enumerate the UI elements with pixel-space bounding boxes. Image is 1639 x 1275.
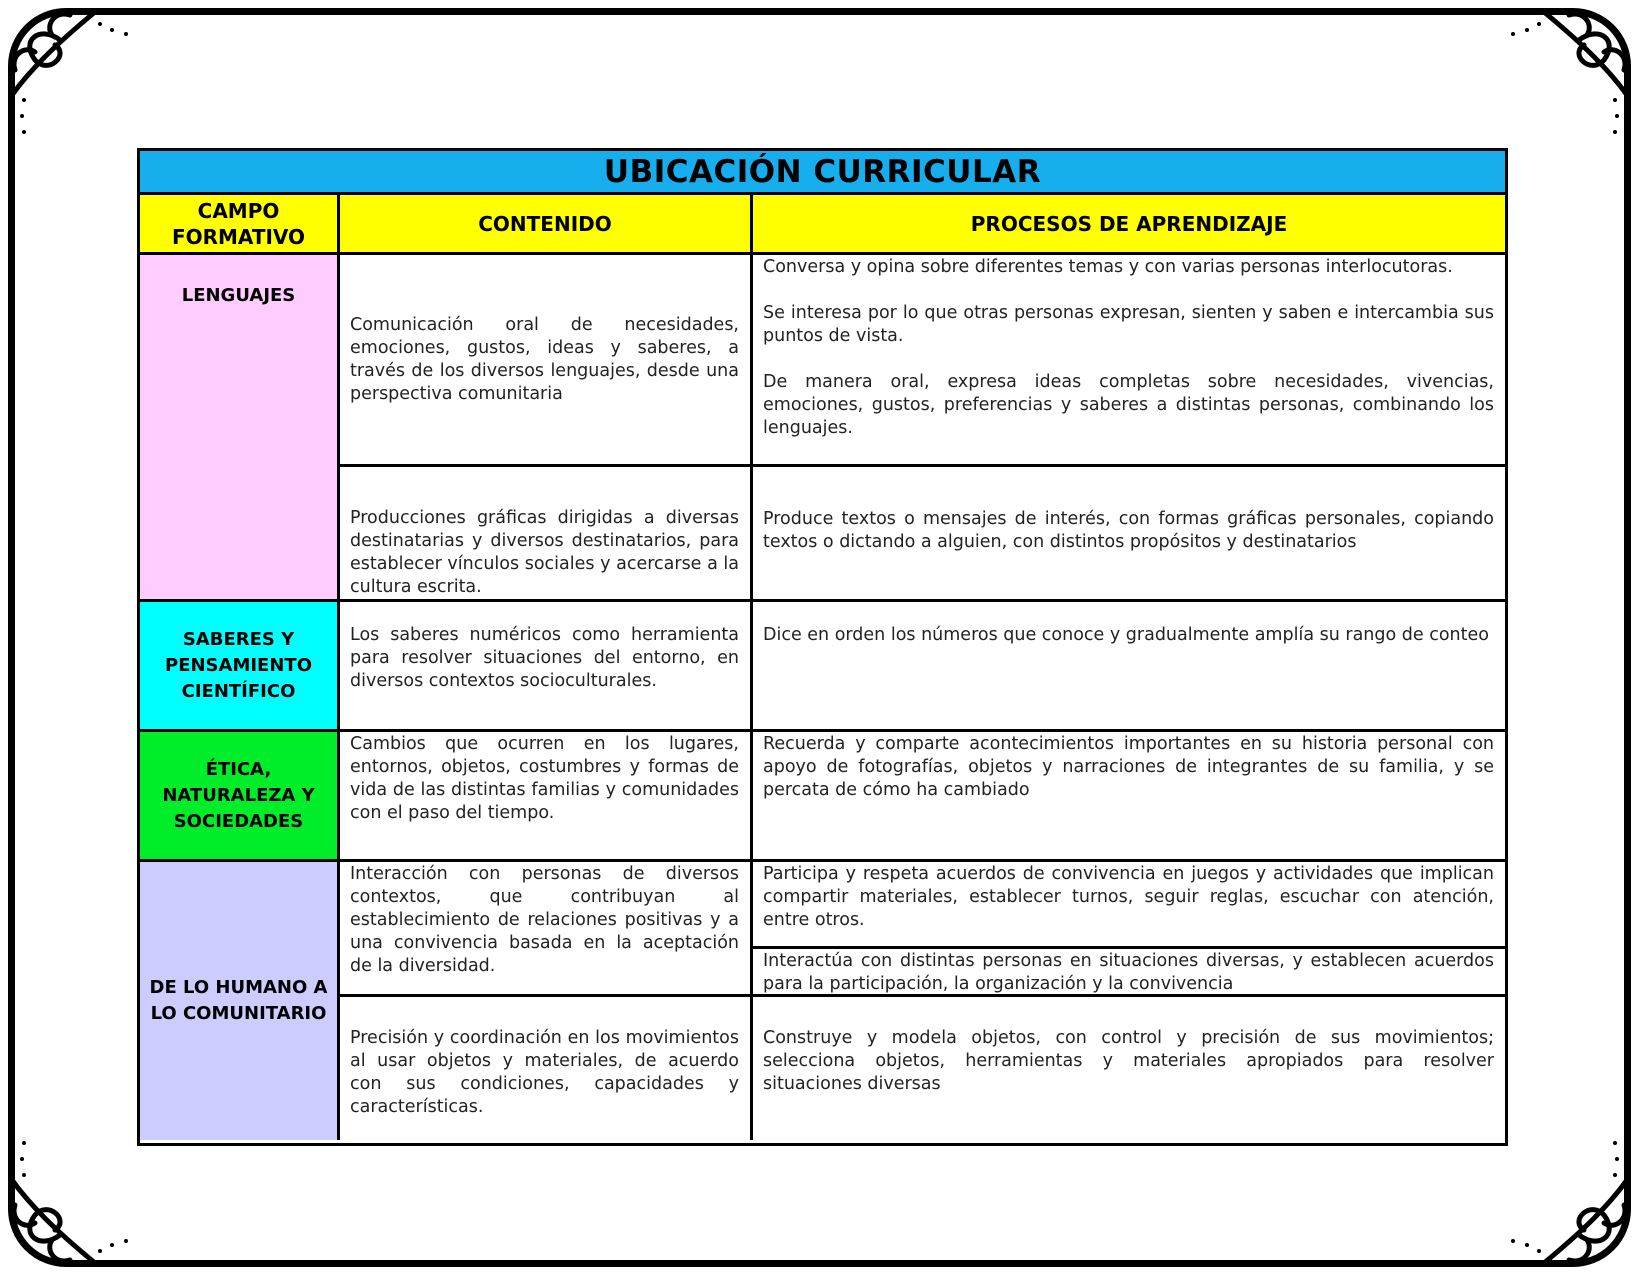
contenido-cell [340,862,753,997]
ornamental-corner-icon [0,1125,150,1275]
contenido-text: Cambios que ocurren en los lugares, entornos, objetos, costumbres y formas de vida de las distintas familias y comunidades con el paso del tiempo. [350,734,739,823]
contenido-cell [340,467,753,602]
proceso-cell [753,949,1505,997]
campo-label: ÉTICA, NATURALEZA Y SOCIEDADES [162,758,315,832]
contenido-text: Precisión y coordinación en los movimientos al usar objetos y materiales, de acuerdo con sus condiciones, capacidades y características. [350,1028,739,1117]
contenido-text: Los saberes numéricos como herramienta para resolver situaciones del entorno, en diversos contextos socioculturales. [350,625,739,691]
campo-etica [140,732,340,862]
ornamental-corner-icon [1489,1125,1639,1275]
campo-label: DE LO HUMANO A LO COMUNITARIO [149,977,328,1024]
campo-lenguajes [140,255,340,602]
ornamental-corner-icon [0,0,150,150]
contenido-cell [340,255,753,467]
proceso-text: Produce textos o mensajes de interés, con formas gráficas personales, copiando textos o dictando a alguien, con distintos propósitos y destinatarios [763,509,1494,552]
proceso-text: Interactúa con distintas personas en situaciones diversas, y establecen acuerdos para la participación, la organización y la convivencia [763,951,1494,994]
contenido-cell [340,997,753,1140]
contenido-text: Comunicación oral de necesidades, emociones, gustos, ideas y saberes, a través de los diversos lenguajes, desde una perspectiva comunitaria [350,314,739,404]
proceso-text: Recuerda y comparte acontecimientos importantes en su historia personal con apoyo de fotografías, objetos y narraciones de integrantes de su familia, y se percata de cómo ha cambiado [763,734,1494,800]
contenido-cell [340,732,753,862]
proceso-cell [753,997,1505,1140]
contenido-text: Producciones gráficas dirigidas a diversas destinatarias y diversos destinatarios, para establecer vínculos sociales y acercarse a la cultura escrita. [350,508,739,597]
proceso-text: De manera oral, expresa ideas completas sobre necesidades, vivencias, emociones, gustos, preferencias y saberes a distintas personas, combinando los lenguajes. [763,372,1494,438]
header-campo: CAMPO FORMATIVO [140,195,340,255]
contenido-cell [340,602,753,732]
campo-label: LENGUAJES [181,285,296,306]
proceso-cell [753,255,1505,467]
proceso-text: Dice en orden los números que conoce y gradualmente amplía su rango de conteo [763,625,1489,645]
curricular-table [137,148,1508,1146]
proceso-text: Conversa y opina sobre diferentes temas y con varias personas interlocutoras. [763,257,1453,277]
header-procesos: PROCESOS DE APRENDIZAJE [753,195,1505,255]
proceso-cell [753,467,1505,602]
campo-label: SABERES Y PENSAMIENTO CIENTÍFICO [165,628,312,702]
proceso-text: Se interesa por lo que otras personas expresan, sienten y saben e intercambia sus puntos de vista. [763,303,1494,346]
proceso-cell [753,732,1505,862]
campo-saberes [140,602,340,732]
contenido-text: Interacción con personas de diversos contextos, que contribuyan al establecimiento de relaciones positivas y a una convivencia basada en la aceptación de la diversidad. [350,864,739,976]
table-title: UBICACIÓN CURRICULAR [140,151,1505,195]
proceso-text: Construye y modela objetos, con control y precisión de sus movimientos; selecciona objetos, herramientas y materiales apropiados para resolver situaciones diversas [763,1028,1494,1094]
ornamental-corner-icon [1489,0,1639,150]
proceso-cell [753,862,1505,949]
proceso-text: Participa y respeta acuerdos de convivencia en juegos y actividades que implican compartir materiales, establecer turnos, seguir reglas, escuchar con atención, entre otros. [763,864,1494,930]
campo-humano [140,862,340,1140]
header-contenido: CONTENIDO [340,195,753,255]
proceso-cell [753,602,1505,732]
